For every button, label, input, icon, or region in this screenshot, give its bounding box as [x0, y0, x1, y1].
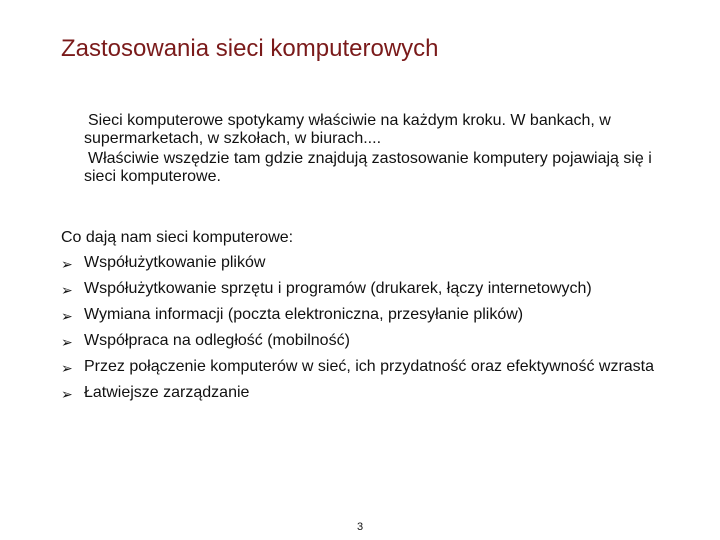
arrowhead-bullet-icon: ➢: [61, 334, 73, 350]
page-number: 3: [356, 521, 364, 533]
list-item-text: Wymiana informacji (poczta elektroniczna, przesyłanie plików): [84, 306, 524, 323]
list-item-text: Współużytkowanie plików: [84, 254, 266, 271]
intro-text: [84, 112, 674, 186]
benefits-heading: Co dają nam sieci komputerowe:: [61, 229, 294, 246]
arrowhead-bullet-icon: ➢: [61, 308, 73, 324]
intro-paragraph: Sieci komputerowe spotykamy właściwie na każdym kroku. W bankach, w supermarketach, w szkołach, w biurach....: [84, 112, 611, 147]
benefits-list: [61, 254, 681, 402]
list-item-text: Łatwiejsze zarządzanie: [84, 384, 250, 401]
list-item: [61, 358, 681, 376]
list-item: [61, 280, 681, 298]
list-item-text: Współpraca na odległość (mobilność): [84, 332, 350, 349]
list-item: [61, 254, 681, 272]
intro-paragraph: Właściwie wszędzie tam gdzie znajdują zastosowanie komputery pojawiają się i sieci komputerowe.: [84, 150, 652, 185]
list-item: [61, 332, 681, 350]
slide-title: Zastosowania sieci komputerowych: [61, 35, 439, 62]
list-item: [61, 306, 681, 324]
arrowhead-bullet-icon: ➢: [61, 386, 73, 402]
arrowhead-bullet-icon: ➢: [61, 256, 73, 272]
list-item-text: Współużytkowanie sprzętu i programów (drukarek, łączy internetowych): [84, 280, 592, 297]
arrowhead-bullet-icon: ➢: [61, 282, 73, 298]
list-item-text: Przez połączenie komputerów w sieć, ich przydatność oraz efektywność wzrasta: [84, 358, 655, 375]
arrowhead-bullet-icon: ➢: [61, 360, 73, 376]
list-item: [61, 384, 681, 402]
benefits-section: [61, 229, 681, 410]
